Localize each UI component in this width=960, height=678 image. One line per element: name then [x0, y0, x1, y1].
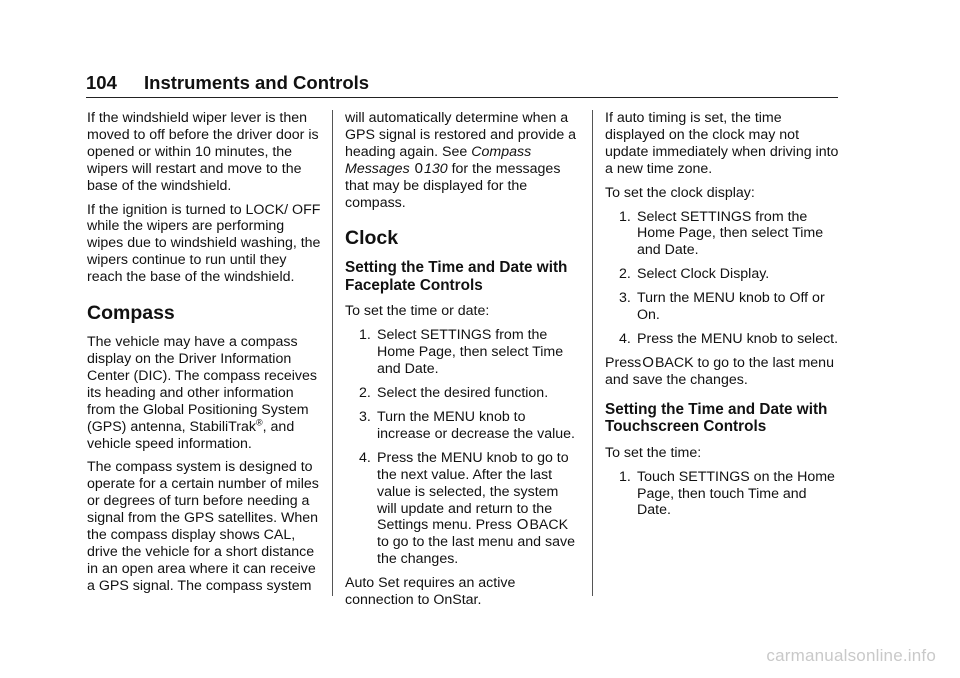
paragraph: The compass system is designed to operate for a certain number of miles or degrees of turn before needing a signal from the GPS satellites. When the compass display shows CAL, drive the vehicle for a short distance in an open area where it can receive a GPS signal. The compass system — [87, 459, 319, 594]
step-text: Turn the MENU knob to increase or decrease the value. — [377, 408, 575, 442]
list-item — [605, 469, 841, 520]
paragraph — [345, 110, 581, 211]
step-number: 1. — [359, 327, 371, 344]
step-number: 4. — [359, 449, 371, 466]
step-list — [605, 469, 841, 520]
subsection-heading: Setting the Time and Date with Touchscreen Controls — [605, 400, 828, 436]
step-text: Press the MENU knob to select. — [637, 330, 839, 347]
section-heading-compass: Compass — [87, 302, 175, 325]
column-divider — [332, 110, 333, 596]
column-left — [87, 110, 323, 602]
step-number: 3. — [619, 290, 631, 307]
paragraph: If auto timing is set, the time displayed on the clock may not update immediately when driving into a new time zone. — [605, 110, 839, 177]
list-item — [605, 331, 841, 348]
step-number: 2. — [359, 385, 371, 402]
step-text: BACK to go to the last menu and save the changes. — [377, 517, 575, 568]
list-item — [345, 450, 581, 568]
list-item — [605, 266, 841, 283]
step-number: 1. — [619, 208, 631, 225]
text: Press — [605, 354, 642, 371]
paragraph: If the windshield wiper lever is then moved to off before the driver door is opened or within 10 minutes, the wipers will restart and move to the base of the windshield. — [87, 110, 319, 194]
paragraph — [605, 355, 841, 389]
step-text: Select Clock Display. — [637, 266, 770, 283]
subsection-heading: Setting the Time and Date with Faceplate Controls — [345, 259, 568, 294]
step-text: Turn the MENU knob to Off or On. — [637, 290, 825, 324]
back-icon: O — [516, 516, 529, 534]
text: BACK to go to the last menu and save the changes. — [605, 354, 834, 388]
paragraph: Auto Set requires an active connection to OnStar. — [345, 575, 516, 609]
text: for the messages that may be displayed for the compass. — [345, 160, 561, 211]
page-header — [86, 70, 838, 98]
step-number: 3. — [359, 408, 371, 425]
watermark: carmanualsonline.info — [766, 646, 936, 665]
step-list — [605, 209, 841, 348]
section-heading-clock: Clock — [345, 227, 399, 250]
step-text: Select SETTINGS from the Home Page, then select Time and Date. — [377, 327, 564, 378]
paragraph — [87, 334, 323, 452]
paragraph: To set the time: — [605, 444, 702, 461]
step-number: 1. — [619, 468, 631, 485]
paragraph: If the ignition is turned to LOCK/ OFF while the wipers are performing wipes due to windshield washing, the wipers continue to run until they reach the base of the windshield. — [87, 201, 321, 286]
list-item — [345, 327, 581, 378]
list-item — [605, 209, 841, 260]
text: The vehicle may have a compass display on the Driver Information Center (DIC). The compass receives its heading and other information from the Global Positioning System (GPS) antenna, StabiliTrak — [87, 334, 317, 435]
column-middle — [345, 110, 581, 616]
step-text: Select the desired function. — [377, 385, 549, 402]
list-item — [345, 385, 581, 402]
page-reference[interactable]: 130 — [423, 160, 448, 177]
column-divider — [592, 110, 593, 596]
text: , and vehicle speed information. — [87, 418, 295, 452]
registered-mark: ® — [256, 416, 263, 427]
column-right — [605, 110, 841, 526]
step-number: 4. — [619, 330, 631, 347]
step-list — [345, 327, 581, 568]
page-title: Instruments and Controls — [144, 72, 370, 93]
step-text: Press the MENU knob to go to the next value. After the last value is selected, the system will update and return to the Settings menu. Press — [377, 449, 569, 534]
text: will automatically determine when a GPS signal is restored and provide a heading again. See — [345, 110, 577, 160]
step-text: Select SETTINGS from the Home Page, then select Time and Date. — [637, 208, 824, 259]
back-icon: O — [642, 353, 654, 371]
list-item — [605, 290, 841, 324]
list-item — [345, 409, 581, 443]
step-number: 2. — [619, 266, 631, 283]
step-text: Touch SETTINGS on the Home Page, then touch Time and Date. — [637, 468, 835, 519]
cross-reference-link[interactable]: Compass Messages — [345, 143, 532, 177]
paragraph: To set the clock display: — [605, 184, 755, 201]
paragraph: To set the time or date: — [345, 303, 490, 320]
page-reference-icon: 0 — [414, 159, 423, 177]
page-number: 104 — [86, 72, 117, 93]
